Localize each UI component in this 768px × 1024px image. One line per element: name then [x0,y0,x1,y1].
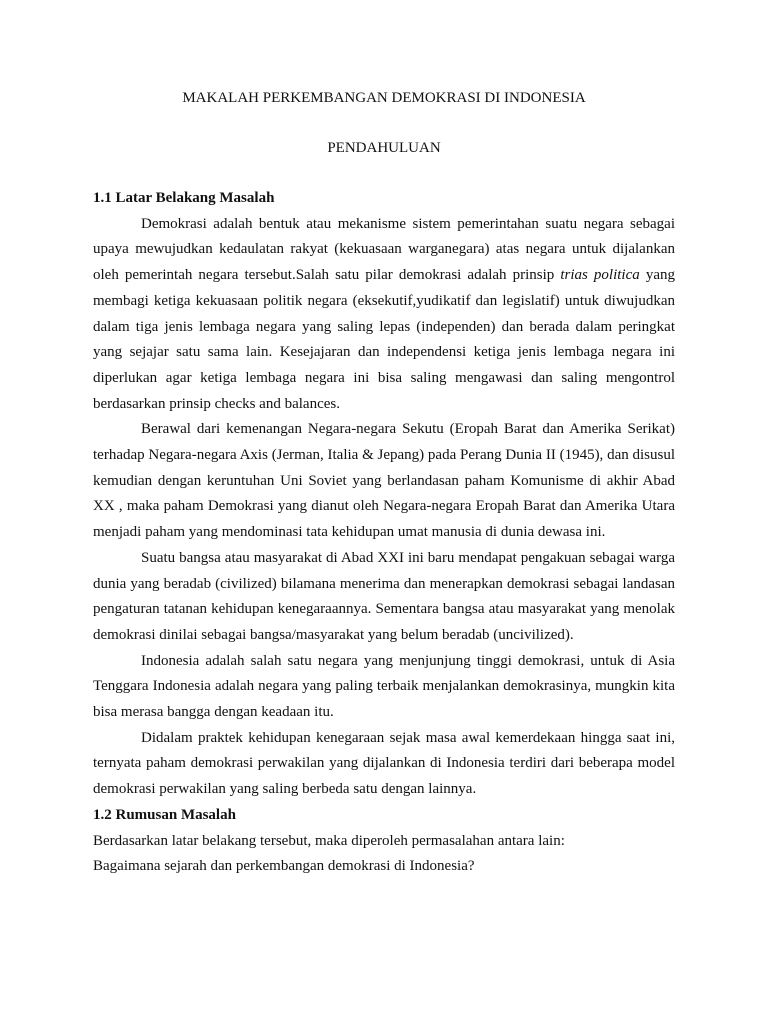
paragraph-praktek: Didalam praktek kehidupan kenegaraan sejak masa awal kemerdekaan hingga saat ini, ternyata paham demokrasi perwakilan yang dijalankan di Indonesia terdiri dari beberapa model demokrasi perwakilan yang saling berbeda satu dengan lainnya. [93,729,675,798]
paragraph-bangsa-beradab: Suatu bangsa atau masyarakat di Abad XXI ini baru mendapat pengakuan sebagai warga dunia yang beradab (civilized) bilamana menerima dan menerapkan demokrasi sebagai landasan pengaturan tatanan kehidupan kenegaraannya. Sementara bangsa atau masyarakat yang menolak demokrasi dinilai sebagai bangsa/masyarakat yang belum beradab (uncivilized). [93,549,675,643]
paragraph-demokrasi [93,212,675,418]
document-title: MAKALAH PERKEMBANGAN DEMOKRASI DI INDONESIA [182,90,586,106]
rumusan-intro: Berdasarkan latar belakang tersebut, maka diperoleh permasalahan antara lain: [93,832,565,849]
section-heading-rumusan-masalah: 1.2 Rumusan Masalah [93,806,236,823]
paragraph-indonesia: Indonesia adalah salah satu negara yang menjunjung tinggi demokrasi, untuk di Asia Tenggara Indonesia adalah negara yang paling terbaik menjalankan demokrasinya, mungkin kita bisa merasa bangga dengan keadaan itu. [93,652,675,721]
paragraph-sejarah: Berawal dari kemenangan Negara-negara Sekutu (Eropah Barat dan Amerika Serikat) terhadap Negara-negara Axis (Jerman, Italia & Jepang) pada Perang Dunia II (1945), dan disusul kemudian dengan keruntuhan Uni Soviet yang berlandasan paham Komunisme di akhir Abad XX , maka paham Demokrasi yang dianut oleh Negara-negara Eropah Barat dan Amerika Utara menjadi paham yang mendominasi tata kehidupan umat manusia di dunia dewasa ini. [93,421,675,541]
paragraph-demokrasi-part1: Demokrasi adalah bentuk atau mekanisme sistem pemerintahan suatu negara sebagai upaya mewujudkan kedaulatan rakyat (kekuasaan warganegara) atas negara untuk dijalankan oleh pemerintah negara tersebut.Salah satu pilar demokrasi adalah prinsip [93,215,675,284]
section-heading-latar-belakang: 1.1 Latar Belakang Masalah [93,190,275,206]
rumusan-question: Bagaimana sejarah dan perkembangan demokrasi di Indonesia? [93,858,475,875]
section-subtitle: PENDAHULUAN [327,140,441,156]
italic-trias-politica: trias politica [560,267,640,284]
paragraph-demokrasi-part2: yang membagi ketiga kekuasaan politik negara (eksekutif,yudikatif dan legislatif) untuk diwujudkan dalam tiga jenis lembaga negara yang saling lepas (independen) dan berada dalam peringkat yang sejajar satu sama lain. Kesejajaran dan independensi ketiga jenis lembaga negara ini diperlukan agar ketiga lembaga negara ini bisa saling mengawasi dan saling mengontrol berdasarkan prinsip checks and balances. [93,267,675,412]
document-body [93,186,675,880]
